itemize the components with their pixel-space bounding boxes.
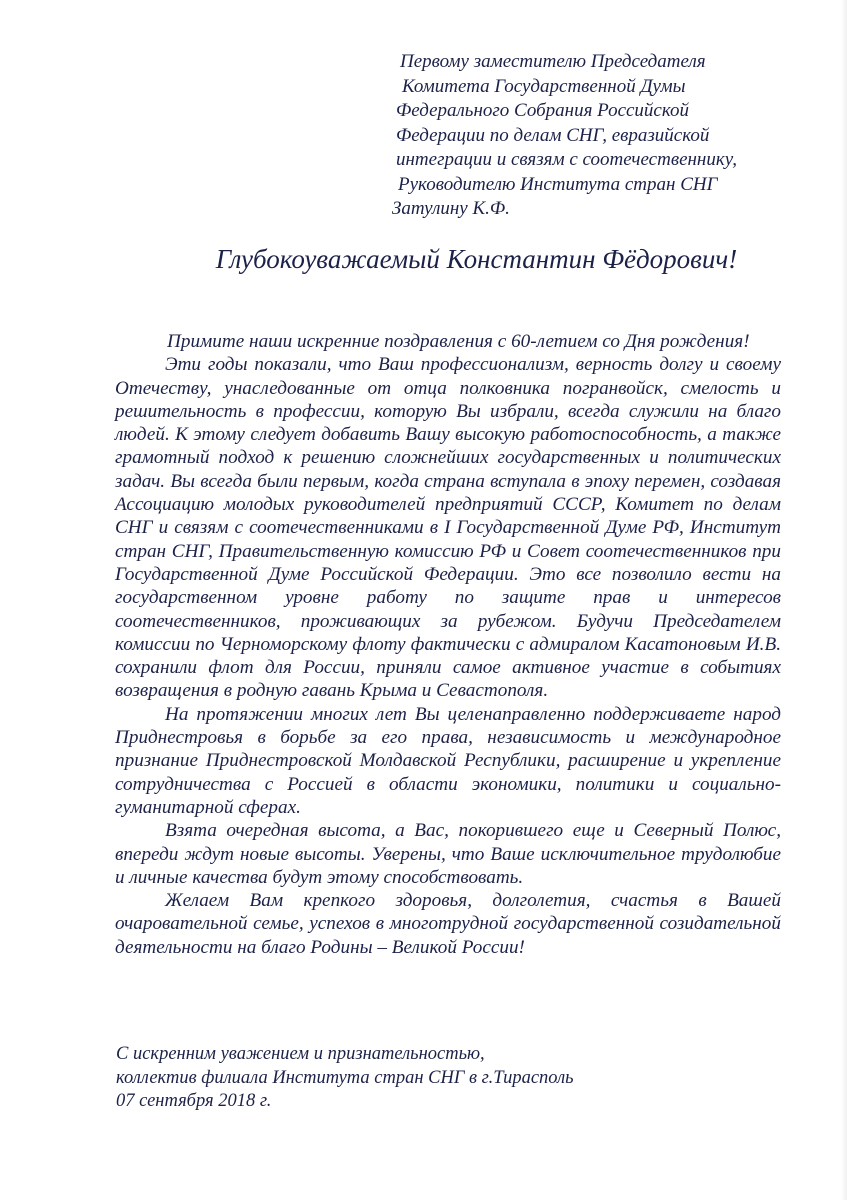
greeting-heading bbox=[0, 244, 847, 274]
addressee-line: Руководителю Института стран СНГ bbox=[398, 173, 718, 195]
letter-body bbox=[115, 330, 781, 959]
page-edge-shadow bbox=[841, 0, 847, 1200]
signature-line: коллектив филиала Института стран СНГ в г.Тирасполь bbox=[116, 1067, 574, 1088]
signature-block bbox=[116, 1043, 716, 1114]
addressee-block bbox=[392, 50, 816, 222]
addressee-line: Федерального Собрания Российской bbox=[396, 100, 690, 121]
addressee-line: Первому заместителю Председателя bbox=[400, 51, 706, 72]
addressee-line: Комитета Государственной Думы bbox=[402, 75, 686, 97]
signature-line: С искренним уважением и признательностью, bbox=[116, 1044, 485, 1064]
body-paragraph: На протяжении многих лет Вы целенаправленно поддерживаете народ Приднестровья в борьбе за его права, независимость и международное признание Приднестровской Молдавской Республики, расширение и укрепление сотрудничества с Россией в области экономики, политики и социально-гуманитарной сферах. bbox=[115, 703, 781, 818]
addressee-line: интеграции и связям с соотечественнику, bbox=[396, 149, 737, 170]
body-paragraph: Взята очередная высота, а Вас, покорившего еще и Северный Полюс, впереди ждут новые высоты. Уверены, что Ваше исключительное трудолюбие и личные качества будут этому способствовать. bbox=[115, 820, 781, 888]
signature-line: 07 сентября 2018 г. bbox=[116, 1091, 272, 1111]
addressee-line: Федерации по делам СНГ, евразийской bbox=[396, 124, 710, 146]
body-paragraph: Эти годы показали, что Ваш профессионализм, верность долгу и своему Отечеству, унаследованные от отца полковника погранвойск, смелость и решительность в профессии, которую Вы избрали, всегда служили на благо людей. К этому следует добавить Вашу высокую работоспособность, а также грамотный подход к решению сложнейших государственных и политических задач. Вы всегда были первым, когда страна вступала в эпоху перемен, создавая Ассоциацию молодых руководителей предприятий СССР, Комитет по делам СНГ и связям с соотечественниками в I Государственной Думе РФ, Институт стран СНГ, Правительственную комиссию РФ и Совет соотечественников при Государственной Думе Российской Федерации. Это все позволило вести на государственном уровне работу по защите прав и интересов соотечественников, проживающих за рубежом. Будучи Председателем комиссии по Черноморскому флоту фактически с адмиралом Касатоновым И.В. сохранили флот для России, приняли самое активное участие в событиях возвращения в родную гавань Крыма и Севастополя. bbox=[115, 354, 781, 702]
addressee-line: Затулину К.Ф. bbox=[392, 198, 510, 219]
body-paragraph: Примите наши искренние поздравления с 60-летием со Дня рождения! bbox=[167, 331, 750, 352]
greeting-text: Глубокоуважаемый Константин Фёдорович! bbox=[215, 244, 738, 274]
body-paragraph: Желаем Вам крепкого здоровья, долголетия, счастья в Вашей очаровательной семье, успехов в многотрудной государственной созидательной деятельности на благо Родины – Великой России! bbox=[115, 890, 781, 958]
